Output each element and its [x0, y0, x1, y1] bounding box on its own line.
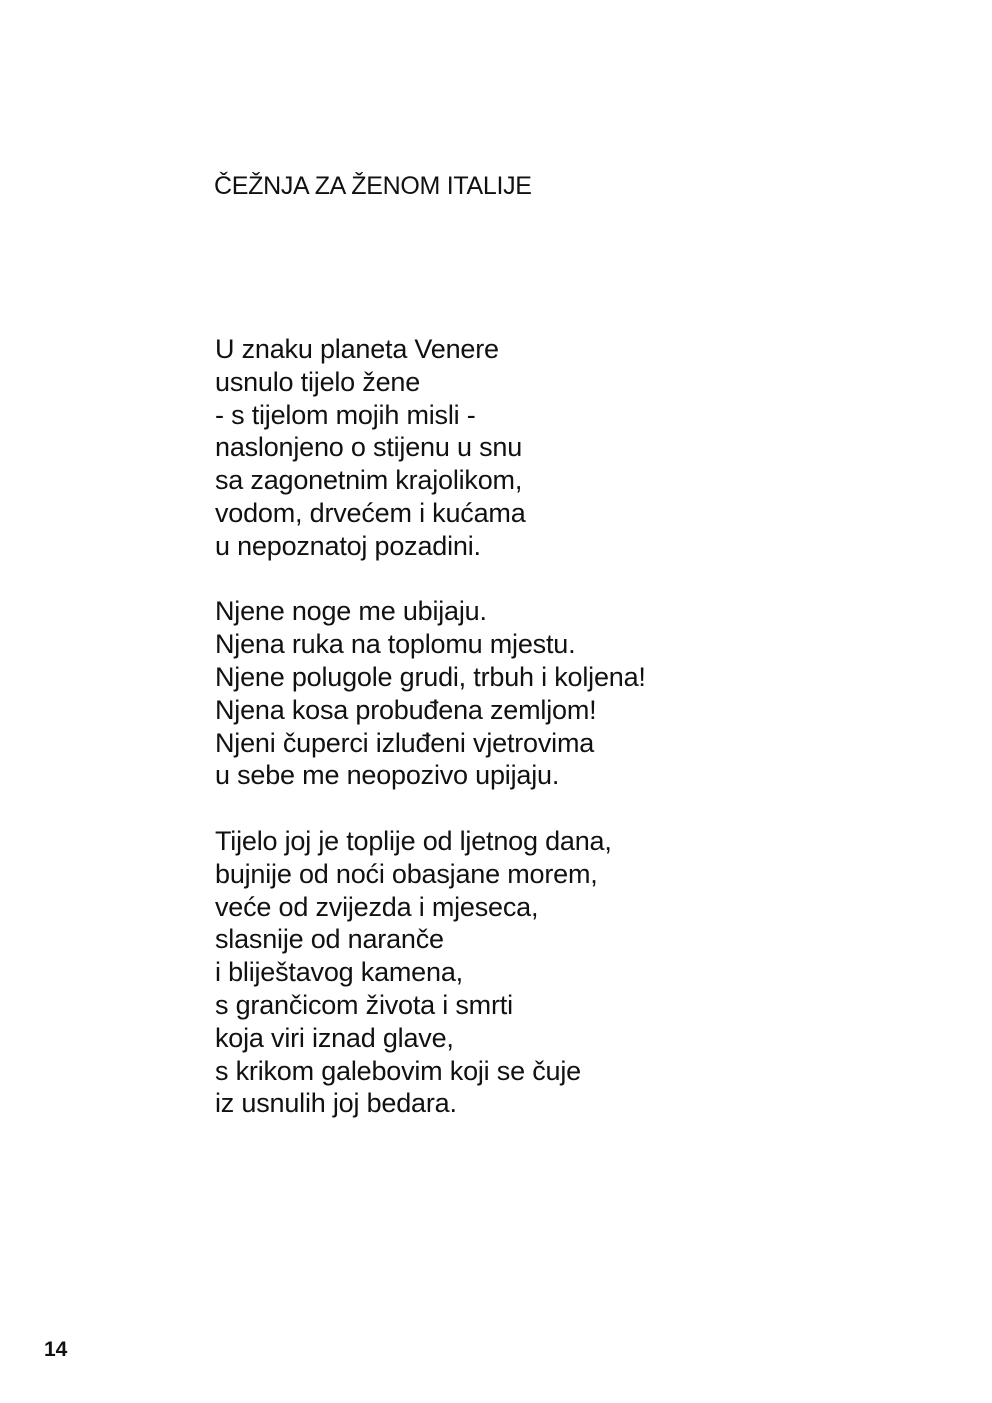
- poem-line: veće od zvijezda i mjeseca,: [215, 891, 539, 922]
- poem-line: s grančicom života i smrti: [215, 989, 513, 1020]
- stanza-1: [215, 333, 646, 563]
- stanza-2: [215, 595, 646, 792]
- poem-line: u sebe me neopozivo upijaju.: [215, 760, 560, 791]
- poem-line: slasnije od naranče: [215, 924, 444, 955]
- poem-line: koja viri iznad glave,: [215, 1022, 454, 1053]
- poem-line: Njena ruka na toplomu mjestu.: [215, 629, 576, 660]
- poem-line: Njeni čuperci izluđeni vjetrovima: [215, 727, 595, 758]
- poem-line: vodom, drvećem i kućama: [215, 497, 526, 528]
- poem-line: Tijelo joj je toplije od ljetnog dana,: [215, 825, 612, 856]
- page-number: 14: [44, 1338, 68, 1361]
- poem-line: naslonjeno o stijenu u snu: [215, 432, 523, 463]
- poem-line: s krikom galebovim koji se čuje: [215, 1055, 581, 1086]
- poem-line: - s tijelom mojih misli -: [215, 399, 476, 430]
- stanza-3: [215, 825, 646, 1120]
- poem-line: sa zagonetnim krajolikom,: [215, 465, 523, 496]
- poem-line: bujnije od noći obasjane morem,: [215, 858, 598, 889]
- poem-line: Njene polugole grudi, trbuh i koljena!: [215, 661, 646, 692]
- poem-body: [215, 333, 646, 1120]
- poem-line: i bliještavog kamena,: [215, 957, 463, 988]
- poem-line: iz usnulih joj bedara.: [215, 1088, 457, 1119]
- poem-line: u nepoznatoj pozadini.: [215, 530, 481, 561]
- poem-line: Njene noge me ubijaju.: [215, 596, 487, 627]
- poem-title: ČEŽNJA ZA ŽENOM ITALIJE: [214, 172, 532, 200]
- poem-line: usnulo tijelo žene: [215, 366, 421, 397]
- poem-line: U znaku planeta Venere: [215, 334, 499, 364]
- poem-line: Njena kosa probuđena zemljom!: [215, 694, 597, 725]
